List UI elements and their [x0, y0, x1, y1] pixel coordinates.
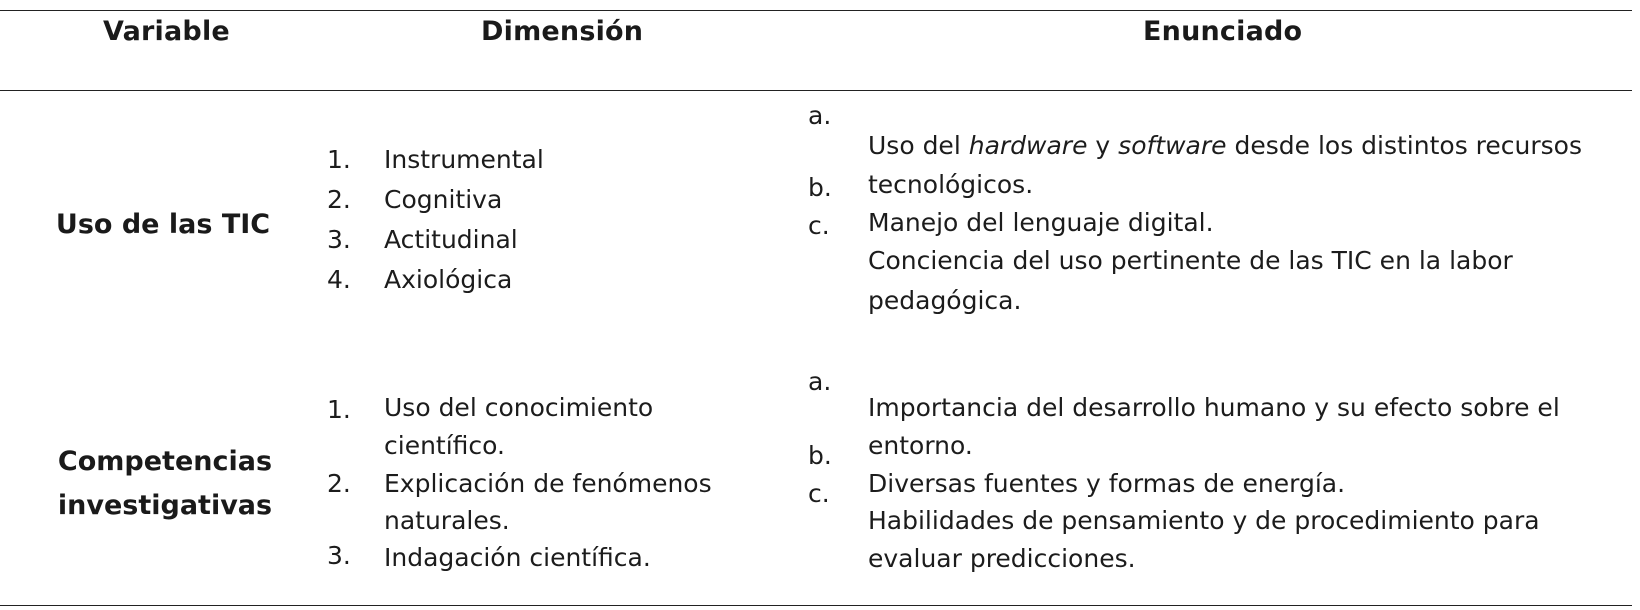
header-dimension: Dimensión — [481, 16, 644, 47]
statement-letter: c. — [808, 479, 830, 508]
statement-letter: a. — [808, 367, 832, 396]
statement-line: Conciencia del uso pertinente de las TIC en la labor — [868, 246, 1513, 275]
dimension-label: Uso del conocimiento — [384, 393, 654, 422]
dimension-label: naturales. — [384, 506, 510, 535]
statement-line: Habilidades de pensamiento y de procedimiento para — [868, 506, 1540, 535]
bottom-rule — [0, 605, 1632, 606]
header-variable: Variable — [103, 16, 230, 47]
dimension-label: Indagación científica. — [384, 543, 651, 572]
dimension-number: 4. — [327, 265, 351, 294]
dimension-label: Cognitiva — [384, 185, 503, 214]
statement-line: pedagógica. — [868, 286, 1022, 315]
statement-line: Uso del hardware y software desde los distintos recursos — [868, 131, 1582, 160]
statement-line: Manejo del lenguaje digital. — [868, 208, 1214, 237]
dimension-label: científico. — [384, 431, 505, 460]
variable-competencias — [40, 440, 290, 528]
statement-letter: b. — [808, 441, 832, 470]
variable-line: Competencias — [57, 446, 273, 477]
statement-letter: a. — [808, 101, 832, 130]
statement-line: entorno. — [868, 431, 973, 460]
header-rule — [0, 90, 1632, 91]
statement-letter: b. — [808, 173, 832, 202]
dimension-number: 2. — [327, 469, 351, 498]
dimension-label: Axiológica — [384, 265, 513, 294]
dimension-label: Explicación de fenómenos — [384, 469, 712, 498]
statement-line: evaluar predicciones. — [868, 544, 1136, 573]
top-rule — [0, 10, 1632, 11]
statement-line: Importancia del desarrollo humano y su efecto sobre el — [868, 393, 1560, 422]
header-statement: Enunciado — [1143, 16, 1303, 47]
statement-line: tecnológicos. — [868, 170, 1034, 199]
dimension-number: 3. — [327, 225, 351, 254]
dimension-number: 2. — [327, 185, 351, 214]
dimension-label: Actitudinal — [384, 225, 518, 254]
dimension-number: 1. — [327, 395, 351, 424]
variable-uso-tic: Uso de las TIC — [55, 209, 271, 240]
variable-line: investigativas — [57, 490, 273, 521]
dimension-label: Instrumental — [384, 145, 544, 174]
statement-line: Diversas fuentes y formas de energía. — [868, 469, 1346, 498]
dimension-number: 3. — [327, 541, 351, 570]
statement-letter: c. — [808, 211, 830, 240]
dimension-number: 1. — [327, 145, 351, 174]
